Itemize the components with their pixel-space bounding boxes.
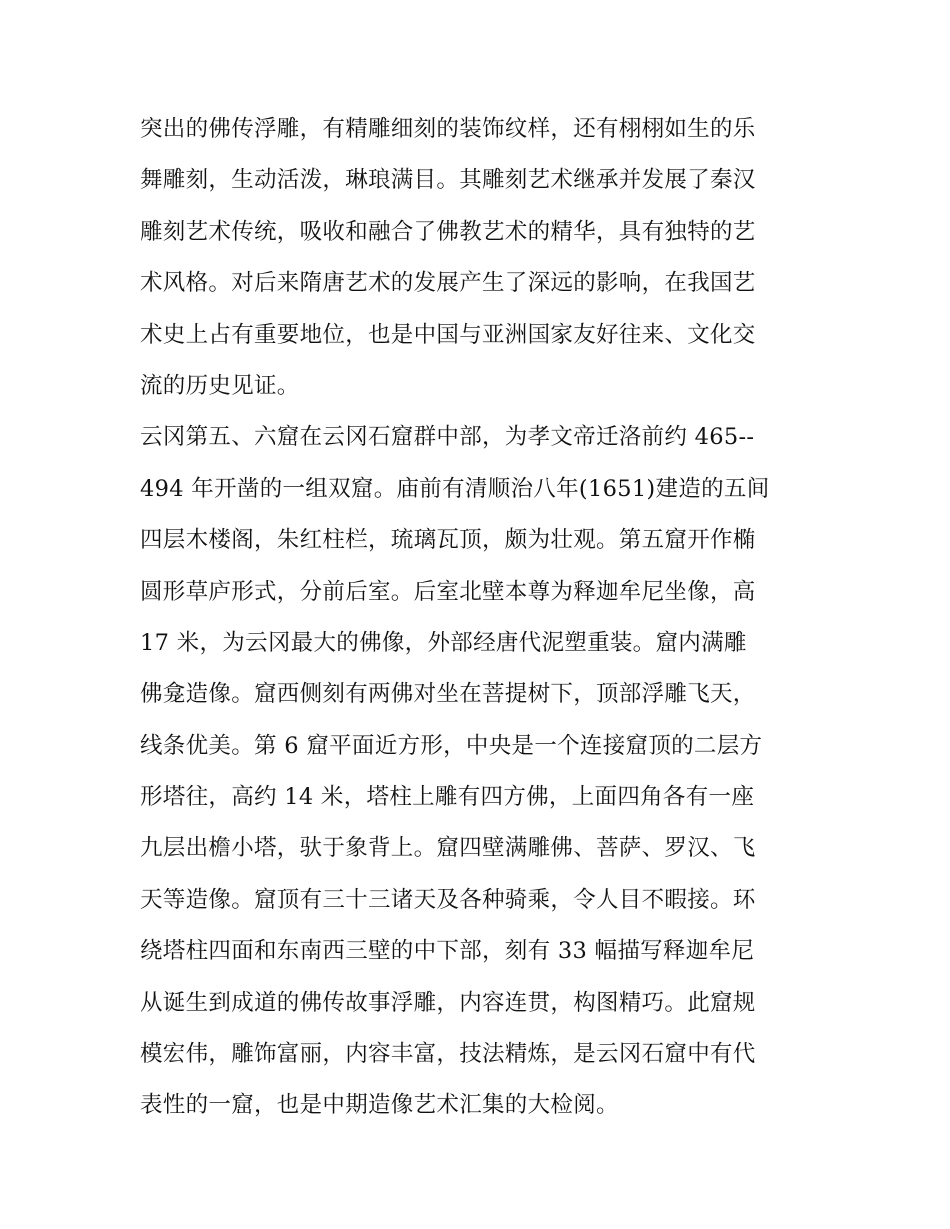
text-line: 术风格。对后来隋唐艺术的发展产生了深远的影响，在我国艺 [140, 270, 756, 297]
text-line: 形塔往，高约 14 米，塔柱上雕有四方佛，上面四角各有一座 [140, 784, 755, 811]
text-line: 天等造像。窟顶有三十三诸天及各种骑乘，令人目不暇接。环 [140, 886, 756, 913]
text-line: 雕刻艺术传统，吸收和融合了佛教艺术的精华，具有独特的艺 [140, 218, 756, 245]
text-line: 九层出檐小塔，驮于象背上。窟四壁满雕佛、菩萨、罗汉、飞 [140, 835, 756, 862]
text-line: 模宏伟，雕饰富丽，内容丰富，技法精炼，是云冈石窟中有代 [140, 1041, 756, 1068]
text-line: 佛龛造像。窟西侧刻有两佛对坐在菩提树下，顶部浮雕飞天， [140, 681, 756, 708]
paragraph-1 [140, 104, 820, 412]
text-line: 圆形草庐形式，分前后室。后室北壁本尊为释迦牟尼坐像，高 [140, 578, 756, 605]
text-line: 绕塔柱四面和东南西三壁的中下部，刻有 33 幅描写释迦牟尼 [140, 938, 755, 965]
text-line: 从诞生到成道的佛传故事浮雕，内容连贯，构图精巧。此窟规 [140, 989, 756, 1016]
text-line: 云冈第五、六窟在云冈石窟群中部，为孝文帝迁洛前约 465-- [140, 424, 755, 451]
text-line: 线条优美。第 6 窟平面近方形，中央是一个连接窟顶的二层方 [140, 732, 763, 759]
text-line: 术史上占有重要地位，也是中国与亚洲国家友好往来、文化交 [140, 321, 756, 348]
text-line: 17 米，为云冈最大的佛像，外部经唐代泥塑重装。窟内满雕 [140, 629, 747, 656]
document-body [140, 104, 820, 1132]
text-line: 表性的一窟，也是中期造像艺术汇集的大检阅。 [140, 1092, 619, 1119]
paragraph-2 [140, 412, 820, 1131]
text-line: 494 年开凿的一组双窟。庙前有清顺治八年(1651)建造的五间 [140, 475, 770, 502]
text-line: 四层木楼阁，朱红柱栏，琉璃瓦顶，颇为壮观。第五窟开作椭 [140, 527, 756, 554]
text-line: 流的历史见证。 [140, 372, 300, 399]
text-line: 突出的佛传浮雕，有精雕细刻的装饰纹样，还有栩栩如生的乐 [140, 116, 756, 142]
text-line: 舞雕刻，生动活泼，琳琅满目。其雕刻艺术继承并发展了秦汉 [140, 167, 756, 194]
